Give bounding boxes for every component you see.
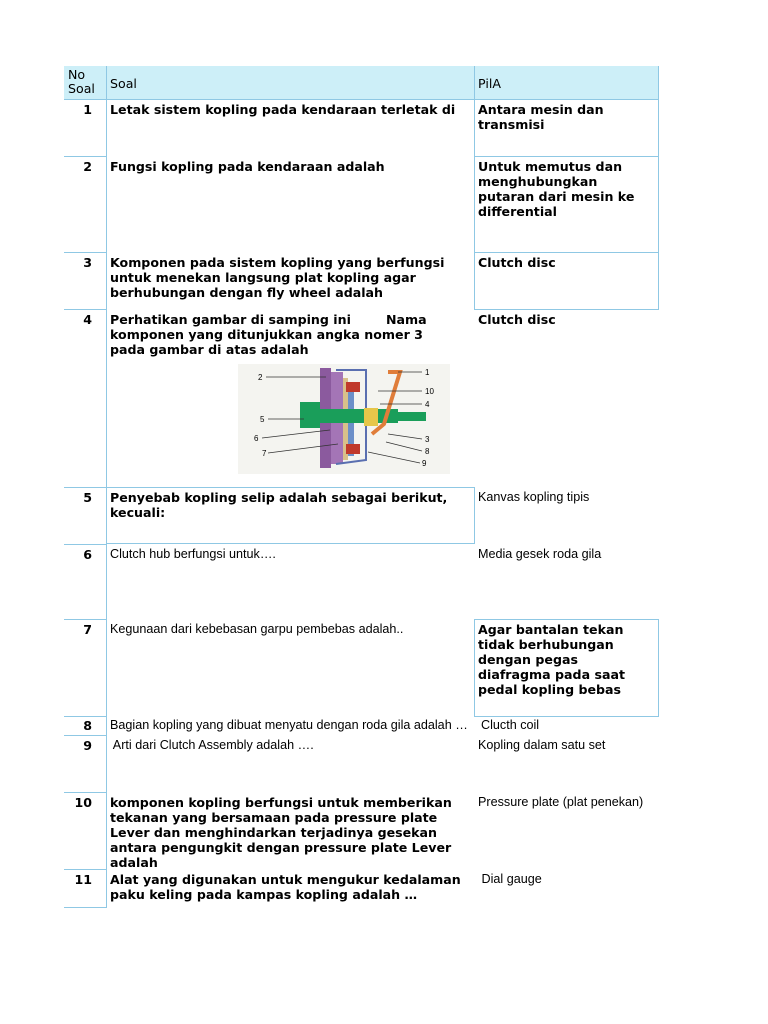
diagram-label: 2 [258, 373, 263, 382]
question-text: Fungsi kopling pada kendaraan adalah [110, 159, 385, 174]
question-text: Komponen pada sistem kopling yang berfungsi untuk menekan langsung plat kopling agar berhubungan dengan fly wheel adalah [110, 255, 445, 300]
row-number: 8 [83, 718, 92, 733]
header-pila: PilA [478, 76, 501, 91]
row-number: 4 [83, 312, 92, 327]
row-number: 11 [74, 872, 92, 887]
diagram-label: 7 [262, 449, 267, 458]
spring [346, 382, 360, 392]
spring [346, 444, 360, 454]
diagram-label: 8 [425, 447, 430, 456]
row-number: 3 [83, 255, 92, 270]
diagram-label: 10 [425, 387, 434, 396]
answer-text: Antara mesin dan transmisi [478, 102, 604, 132]
question-text: Alat yang digunakan untuk mengukur kedalaman paku keling pada kampas kopling adalah … [110, 872, 461, 902]
question-text: Clutch hub berfungsi untuk…. [110, 547, 276, 561]
question-text: Penyebab kopling selip adalah sebagai berikut, kecuali: [110, 490, 448, 520]
row-number: 2 [83, 159, 92, 174]
grid-line [658, 66, 659, 99]
diagram-label: 5 [260, 415, 265, 424]
row-number: 9 [83, 738, 92, 753]
answer-text: Untuk memutus dan menghubungkan putaran dari mesin ke differential [478, 159, 635, 219]
grid-line [474, 66, 475, 99]
question-text: komponen kopling berfungsi untuk memberikan tekanan yang bersamaan pada pressure plate Lever dan menghindarkan terjadinya gesekan antara pengungkit dengan pressure plate Lever adalah [110, 795, 452, 870]
release-bearing [364, 408, 378, 426]
question-text: Letak sistem kopling pada kendaraan terletak di [110, 102, 456, 117]
answer-text: Kopling dalam satu set [478, 738, 606, 752]
answer-text: Dial gauge [478, 872, 542, 886]
answer-text: Clutch disc [478, 255, 556, 270]
row-number: 10 [74, 795, 92, 810]
answer-text: Clucth coil [481, 718, 540, 732]
table-header [64, 66, 659, 99]
question-text: Arti dari Clutch Assembly adalah …. [110, 738, 314, 752]
diagram-label: 4 [425, 400, 430, 409]
row-number: 6 [83, 547, 92, 562]
question-text: Kegunaan dari kebebasan garpu pembebas adalah.. [110, 622, 404, 636]
diagram-label: 3 [425, 435, 430, 444]
header-soal: Soal [110, 76, 137, 91]
answer-text: Pressure plate (plat penekan) [478, 795, 644, 809]
question-text: Perhatikan gambar di samping ini Nama komponen yang ditunjukkan angka nomer 3 pada gambar di atas adalah [110, 312, 432, 357]
answer-text: Agar bantalan tekan tidak berhubungan dengan pegas diafragma pada saat pedal kopling bebas [478, 622, 625, 697]
row-number: 7 [83, 622, 92, 637]
answer-text: Clutch disc [478, 312, 556, 327]
row-number: 5 [83, 490, 92, 505]
answer-text: Kanvas kopling tipis [478, 490, 590, 504]
answer-text: Media gesek roda gila [478, 547, 602, 561]
clutch-diagram [238, 364, 450, 474]
diagram-label: 9 [422, 459, 427, 468]
question-text: Bagian kopling yang dibuat menyatu dengan roda gila adalah … [110, 718, 468, 732]
header-no-soal: No Soal [68, 67, 95, 96]
diagram-label: 1 [425, 368, 430, 377]
diagram-label: 6 [254, 434, 259, 443]
row-number: 1 [83, 102, 92, 117]
grid-line [64, 907, 106, 908]
